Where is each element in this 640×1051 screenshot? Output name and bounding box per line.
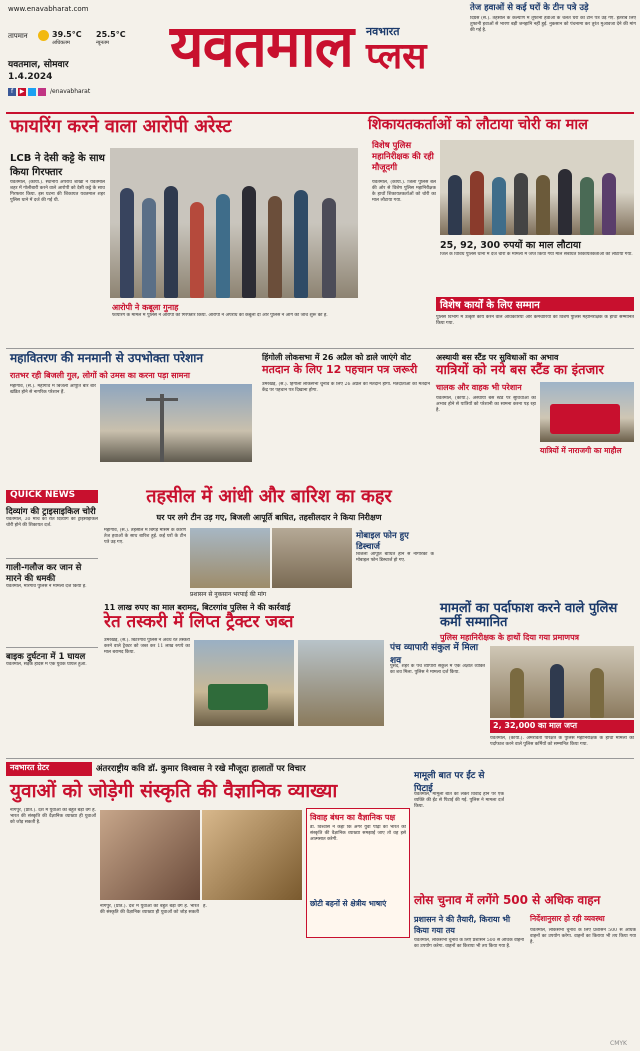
mobile-headline[interactable]: मोबाइल फोन हुए डिस्चार्ज: [356, 531, 409, 552]
storm-photo-1: [190, 528, 270, 588]
quick-news-body: यवतमाल, सड़क हादसे में एक युवक घायल हुआ.: [6, 662, 87, 667]
election-headline[interactable]: मतदान के लिए 12 पहचान पत्र जरूरी: [262, 363, 418, 376]
firing-photo: [110, 148, 358, 298]
temp-min-label: न्यूनतम: [96, 40, 109, 46]
culture-body: नागपुर, (प्रति.). देश में युवाओं का बहुत बड़ा वर्ग है. भारत की संस्कृति की वैज्ञानिक व्याख्या ही युवाओं को जोड़ सकती है.: [10, 808, 96, 825]
poll-headline[interactable]: लोस चुनाव में लगेंगे 500 से अधिक वाहन: [414, 893, 601, 907]
person-figure: [550, 664, 564, 718]
special-headline[interactable]: विशेष कार्यों के लिए सम्मान: [436, 297, 634, 311]
photo-caption: आरोपी ने कबूला गुनाह: [112, 303, 179, 312]
quick-news-title[interactable]: बाइक दुर्घटना में 1 घायल: [6, 652, 86, 662]
quick-news-list: [6, 506, 98, 756]
poll-kicker-right: निर्देशानुसार हो रही व्यवस्था: [530, 914, 605, 923]
caption-body: फायरिंग के मामले में पुलिस ने आरोपी को गिरफ्तार किया. आरोपी ने अपराध की कबूली दी और पुलिस ने आगे की जांच शुरू की है.: [112, 313, 328, 318]
story-body: दिग्रस (सं.). तहसील के कल्याण में तूफानी हवाओं के चलते घरों की टीन पत्रे उड़ गए. हेतरांबे लिए तुफानी हवाओं से भारण बड़ी जनहानि नहीं हुई. नुकसान को पंचनामा कर तुरंत मुआवजा देने की मांग की गई है.: [470, 16, 636, 33]
storm-photo-caption: प्रशासन से नुकसान भरपाई की मांग: [190, 591, 267, 598]
person-figure: [470, 171, 484, 235]
culture-photo-2: [202, 810, 302, 900]
culture-box: [306, 808, 410, 938]
tractor-icon: [208, 684, 268, 710]
person-figure: [602, 173, 616, 235]
social-handle[interactable]: /enavabharat: [50, 88, 91, 95]
person-figure: [294, 190, 308, 298]
honor-photo: [490, 646, 634, 718]
person-figure: [190, 202, 204, 298]
brand-plus: प्लस: [366, 36, 427, 77]
bus-icon: [550, 404, 620, 434]
story-headline[interactable]: तेज हवाओं से कई घरों के टीन पत्रे उड़े: [470, 3, 589, 13]
bus-headline[interactable]: यात्रियों को नये बस स्टैंड का इंतजार: [436, 363, 604, 378]
weather-label: तापमान: [8, 32, 28, 40]
bus-inset-title: यात्रियों में नाराजगी का माहौल: [540, 446, 622, 455]
bus-body: यवतमाल, (कार्या.). अस्थायी बस स्टैंड पर सुविधाओं का अभाव होने से यात्रियों को परेशानी का सामना करना पड़ रहा है.: [436, 396, 536, 413]
masthead-divider: [6, 112, 634, 114]
bus-photo: [540, 382, 634, 442]
mobile-body: बिजली आपूर्ति बाधित होने से नागरिकों के मोबाइल फोन डिस्चार्ज हो गए.: [356, 552, 434, 563]
bus-subhead: चालक और वाहक भी परेशान: [436, 383, 522, 392]
weather-widget: [8, 30, 178, 50]
box-title: विवाह बंधन का वैज्ञानिक पक्ष: [310, 813, 396, 822]
culture-section-label: नवभारत ग्रेटर: [6, 762, 92, 776]
twitter-icon[interactable]: [28, 88, 36, 96]
sand-body: उमरखेड़, (सं.). बिटरगांव पुलिस ने अवैध रेत तस्करी करने वाले ट्रैक्टर को जब्त कर 11 लाख रुपये का माल बरामद किया.: [104, 638, 190, 655]
power-body: महागांव, (सं.). महागांव में बिजली आपूर्ति बार बार खंडित होने से नागरिक परेशान हैं.: [10, 384, 96, 395]
firing-body: यवतमाल, (कार्या.). स्थानीय अपराध शाखा ने यवतमाल शहर में गोलीबारी करने वाले आरोपी को देसी कट्टे के साथ गिरफ्तार किया. इस घटना की शिकायत यवतमाल शहर पुलिस थाने में दर्ज की गई थी.: [10, 180, 105, 203]
person-figure: [448, 175, 462, 235]
power-headline[interactable]: महावितरण की मनमानी से उपभोक्ता परेशान: [10, 351, 204, 365]
quick-news-label: QUICK NEWS: [6, 490, 98, 503]
culture-kicker: अंतरराष्ट्रीय कवि डॉ. कुमार विश्वास ने रखे मौजूदा हालातों पर विचार: [96, 764, 306, 774]
person-figure: [558, 169, 572, 235]
storm-headline[interactable]: तहसील में आंधी और बारिश का कहर: [146, 486, 392, 507]
theft-subhead: विशेष पुलिस महानिरीक्षक की रही मौजूदगी: [372, 141, 434, 173]
youtube-icon[interactable]: ▶: [19, 88, 25, 95]
person-figure: [216, 194, 230, 298]
person-figure: [268, 196, 282, 298]
honor-body: यवतमाल, (कार्या.). अमरावती परिक्षेत्र के पुलिस महानिरीक्षक के हाथों मामलों का पर्दाफाश करने वाले पुलिस कर्मियों को सम्मानित किया गया.: [490, 736, 634, 747]
special-body: पुलिस विभाग में उत्कृष्ट कार्य करने वाले अधिकारियों और कर्मचारियों को विशेष पुलिस महानिरीक्षक के हाथों सम्मानित किया गया.: [436, 315, 634, 326]
person-figure: [164, 186, 178, 298]
firing-subhead: LCB ने देसी कट्टे के साथ किया गिरफ्तार: [10, 153, 105, 178]
fight-headline[interactable]: मामूली बात पर ईंट से पिटाई: [414, 771, 485, 794]
bus-kicker: अस्थायी बस स्टैंड पर सुविधाओं का अभाव: [436, 353, 559, 362]
sand-photo-1: [194, 640, 294, 726]
section-divider: [6, 758, 634, 759]
culture-photo-1: [100, 810, 200, 900]
print-mark: CMYK: [610, 1040, 627, 1047]
sun-icon: [38, 30, 49, 41]
website-url[interactable]: www.enavabharat.com: [8, 5, 89, 13]
storm-body: महागांव, (सं.). तहसील में बिगड़े मौसम के कारण तेज हवाओं के साथ बारिश हुई. कई घरों के टीन पत्रे उड़ गए.: [104, 528, 186, 545]
honor-amount: 2, 32,000 का माल जप्त: [490, 720, 634, 733]
culture-body-2: नागपुर, (प्रति.). देश में युवाओं का बहुत बड़ा वर्ग है. भारत की संस्कृति की वैज्ञानिक व्याख्या ही युवाओं को जोड़ सकती है.: [100, 904, 207, 915]
masthead-title: यवतमाल: [170, 12, 353, 80]
person-figure: [536, 175, 550, 235]
person-figure: [322, 198, 336, 298]
election-body: उमरखेड़, (सं.). हिंगोली लोकसभा चुनाव के लिए 26 अप्रैल को मतदान होगा. मतदाताओं को मतदान केंद्र पर पहचान पत्र दिखाना होगा.: [262, 382, 430, 393]
person-figure: [242, 186, 256, 298]
social-row: [8, 88, 178, 98]
person-figure: [580, 177, 594, 235]
storm-subhead: घर पर लगे टीन उड़ गए, बिजली आपूर्ति बाधित, तहसीलदार ने किया निरीक्षण: [156, 513, 382, 522]
power-photo: [100, 384, 252, 462]
complex-body: पुसद, शहर के पंच व्यापारी संकुल में एक अज्ञात व्यक्ति का शव मिला. पुलिस ने मामला दर्ज किया.: [390, 664, 485, 675]
facebook-icon[interactable]: f: [8, 88, 16, 96]
honor-headline[interactable]: मामलों का पर्दाफाश करने वाले पुलिस कर्मी सम्मानित: [440, 601, 618, 630]
section-divider: [6, 647, 98, 648]
theft-body: यवतमाल, (कार्या.). जिला पुलिस बल की ओर से विशेष पुलिस महानिरीक्षक के हाथों शिकायतकर्ताओं को चोरी का माल लौटाया गया.: [372, 180, 436, 203]
box-body: डॉ. विश्वास ने कहा कि अगर युवा पीढ़ी को भारत की संस्कृति की वैज्ञानिक व्याख्या समझाई जाए तो वह इसे आत्मसात करेगी.: [310, 825, 406, 842]
theft-amount-headline: 25, 92, 300 रुपयों का माल लौटाया: [440, 240, 581, 251]
city-day: यवतमाल, सोमवार: [8, 60, 69, 70]
person-figure: [120, 188, 134, 298]
issue-date: 1.4.2024: [8, 72, 53, 82]
person-figure: [142, 198, 156, 298]
instagram-icon[interactable]: [38, 88, 46, 96]
fight-body: यवतमाल, मामूली बात को लेकर विवाद होने पर एक व्यक्ति की ईंट से पिटाई की गई. पुलिस ने मामला दर्ज किया.: [414, 792, 504, 809]
quick-news-title[interactable]: गाली-गलौज कर जान से मारने की धमकी: [6, 563, 82, 584]
theft-photo: [440, 140, 634, 235]
sand-photo-2: [298, 640, 384, 726]
temp-max: 39.5°C: [52, 30, 82, 39]
poll-body-2: यवतमाल, लोकसभा चुनाव के लिए प्रशासन 500 से अधिक वाहनों का उपयोग करेगा. वाहनों का किराया भी तय किया गया है.: [530, 928, 636, 945]
poll-body: यवतमाल, लोकसभा चुनाव के लिए प्रशासन 500 से अधिक वाहनों का उपयोग करेगा. वाहनों का किराया भी तय किया गया है.: [414, 938, 524, 949]
sand-kicker: 11 लाख रुपए का माल बरामद, बिटरगांव पुलिस ने की कार्रवाई: [104, 603, 291, 612]
electric-pole: [146, 398, 178, 401]
temp-min: 25.5°C: [96, 30, 126, 39]
person-figure: [492, 177, 506, 235]
quick-news-body: यवतमाल, 30 मार्च की रात दिव्यांग की ट्राइसाइकिल चोरी होने की शिकायत दर्ज.: [6, 517, 98, 528]
person-figure: [514, 173, 528, 235]
election-kicker: हिंगोली लोकसभा में 26 अप्रैल को डाले जाएंगे वोट: [262, 353, 411, 362]
person-figure: [590, 668, 604, 718]
theft-headline[interactable]: शिकायतकर्ताओं को लौटाया चोरी का माल: [368, 117, 588, 133]
honor-subhead: पुलिस महानिरीक्षक के हाथों दिया गया प्रमाणपत्र: [440, 633, 580, 642]
poll-subhead: प्रशासन ने की तैयारी, किराया भी किया गया तय: [414, 915, 511, 935]
section-divider: [6, 558, 98, 559]
sand-headline[interactable]: रेत तस्करी में लिप्त ट्रैक्टर जब्त: [104, 612, 294, 632]
complex-headline[interactable]: पंच व्यापारी संकुल में मिला शव: [390, 643, 479, 666]
box-title-2: छोटी बहनों से क्षेत्रीय भाषाएं: [310, 899, 387, 908]
theft-amount-body: जिले के विविध पुलिस थानों में दर्ज चोरी के मामलों में जप्त किया गया माल संबंधित शिकायतकर्ताओं को लौटाया गया.: [440, 252, 633, 257]
quick-news-title[interactable]: दिव्यांग की ट्राइसाइकिल चोरी: [6, 507, 96, 517]
firing-headline[interactable]: फायरिंग करने वाला आरोपी अरेस्ट: [10, 116, 232, 137]
brand-top: नवभारत: [366, 25, 400, 38]
power-subhead: रातभर रही बिजली गुल, लोगों को उमस का करना पड़ा सामना: [10, 371, 190, 380]
quick-news-body: यवतमाल, मारेगांव पुलिस ने मामला दर्ज किया है.: [6, 584, 87, 589]
temp-max-label: अधिकतम: [52, 40, 70, 46]
top-right-story: [470, 2, 636, 112]
person-figure: [510, 668, 524, 718]
culture-headline[interactable]: युवाओं को जोड़ेगी संस्कृति की वैज्ञानिक व्याख्या: [10, 780, 338, 802]
electric-pole: [160, 394, 164, 462]
section-divider: [6, 348, 634, 349]
storm-photo-2: [272, 528, 352, 588]
